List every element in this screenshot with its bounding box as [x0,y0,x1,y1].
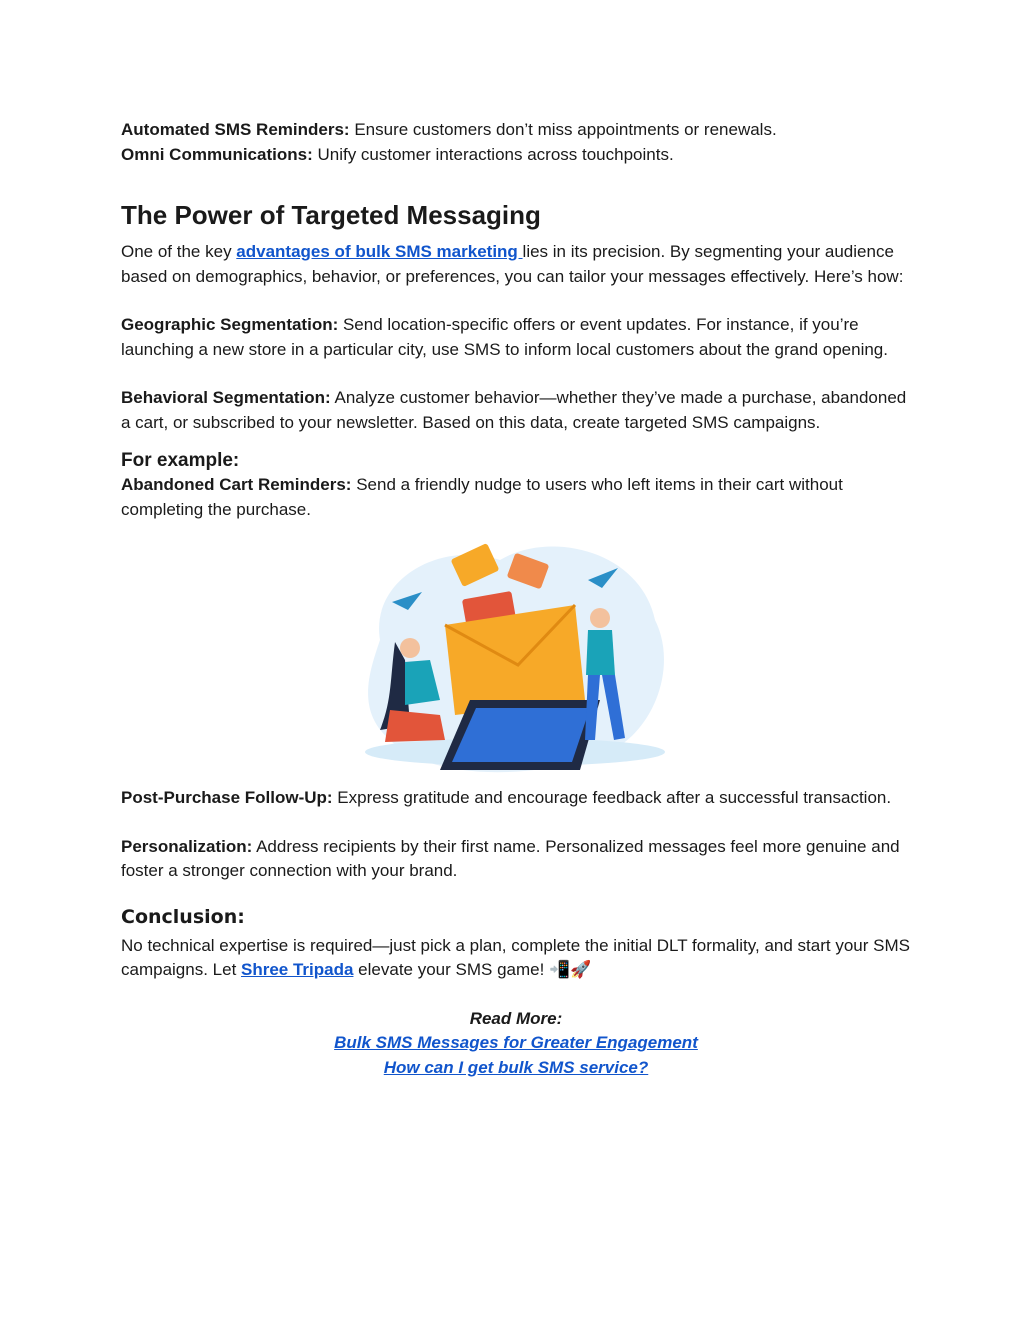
conclusion-heading: Conclusion: [121,905,245,928]
read-more-text: Read More: [469,1008,563,1028]
item-term: Geographic Segmentation: [121,315,339,334]
advantages-link[interactable]: advantages of bulk SMS marketing [236,242,523,261]
item-text: Send location-specific offers or event updates. For instance, if you’re launching a new store in a particular city, use SMS to inform local customers about the grand opening. [121,315,888,359]
item-term: Omni Communications: [121,144,313,164]
para-text: One of the key [121,242,237,261]
post-purchase-paragraph [121,786,911,811]
geo-paragraph [121,313,911,362]
item-text: Unify customer interactions across touchpoints. [312,144,674,164]
para-text: lies in its precision. By segmenting your audience based on demographics, behavior, or preferences, you can tailor your messages effectively. Here’s how: [121,242,904,286]
item-term: Personalization: [121,836,253,856]
read-more-label [121,1007,911,1032]
section-heading: The Power of Targeted Messaging [121,200,541,230]
list-item [121,143,911,168]
item-term: Post-Purchase Follow-Up: [121,788,333,807]
para-text: No technical expertise is required—just pick a plan, complete the initial DLT formality, and start your SMS campaigns. Let [121,935,910,979]
document-page [121,118,911,1080]
item-text: Address recipients by their first name. Personalized messages feel more genuine and foster a stronger connection with your brand. [121,836,900,880]
read-more-item [121,1031,911,1056]
shree-tripada-link[interactable]: Shree Tripada [241,960,354,979]
item-term: Behavioral Segmentation: [121,388,331,407]
item-text: Analyze customer behavior—whether they’ve made a purchase, abandoned a cart, or subscribed to your newsletter. Based on this data, create targeted SMS campaigns. [121,388,907,432]
read-more-link[interactable]: Bulk SMS Messages for Greater Engagement [334,1033,698,1052]
item-text: Express gratitude and encourage feedback after a successful transaction. [332,788,892,807]
item-term: Abandoned Cart Reminders: [121,475,352,494]
cart-paragraph [121,473,911,522]
messaging-illustration [350,530,680,780]
intro-paragraph [121,240,911,289]
read-more-item [121,1056,911,1081]
item-term: Automated SMS Reminders: [121,120,350,139]
behavior-paragraph [121,386,911,435]
item-text: Ensure customers don’t miss appointments or renewals. [349,120,777,139]
personalization-paragraph [121,835,911,884]
conclusion-paragraph [121,934,911,983]
para-text: elevate your SMS game! 📲🚀 [353,960,592,979]
item-text: Send a friendly nudge to users who left items in their cart without completing the purchase. [121,475,843,519]
example-heading: For example: [121,450,240,471]
list-item [121,118,911,143]
read-more-link[interactable]: How can I get bulk SMS service? [383,1057,649,1077]
